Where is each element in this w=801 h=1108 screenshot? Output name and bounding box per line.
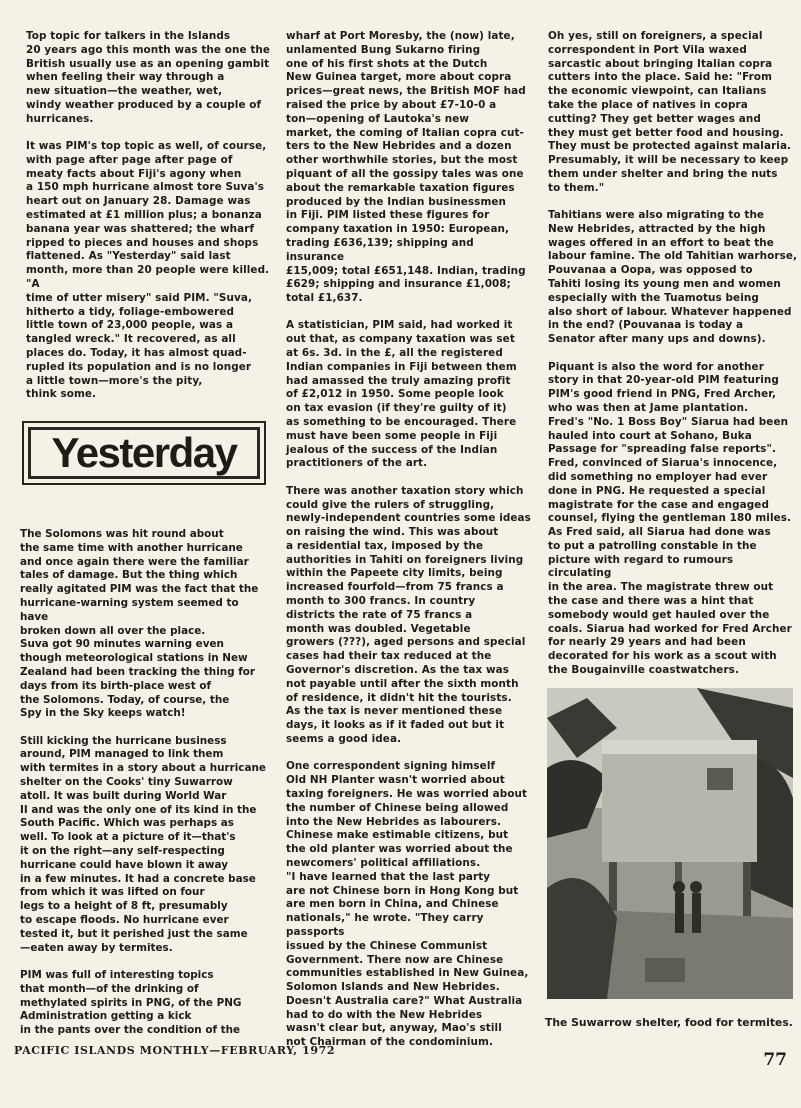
paragraph: Tahitians were also migrating to the New Hebrides, attracted by the high wages offered in an effort to beat the labour famine. The old Tahitian warhorse, Pouvanaa a Oopa, was opposed to Tahiti losing its young men and women especially with the Tuamotus being also short of labour. Whatever happened in the end? (Pouvanaa is today a Senator after many ups and downs).: [548, 209, 798, 346]
paragraph: Top topic for talkers in the Islands 20 years ago this month was the one the British usually use as an opening gambit when feeling their way through a new situation—the weather, wet, windy weather produced by a couple of hurricanes.: [26, 30, 271, 125]
photo-caption: The Suwarrow shelter, food for termites.: [545, 1016, 793, 1029]
column-3: [548, 30, 800, 691]
shelter-photo-image: [547, 688, 793, 999]
paragraph: One correspondent signing himself Old NH Planter wasn't worried about taxing foreigners. He was worried about the number of Chinese being allowed into the New Hebrides as labourers. Chinese make estimable citizens, but the old planter was worried about the newcomers' political affiliations. "I have learned that the last party are not Chinese born in Hong Kong but are men born in China, and Chinese nationals," he wrote. "They carry passports issued by the Chinese Communist Government. There now are Chinese communities established in New Guinea, Solomon Islands and New Hebrides. Doesn't Australia care?" What Australia had to do with the New Hebrides wasn't clear but, anyway, Mao's still not Chairman of the condominium.: [286, 760, 529, 1049]
paragraph: The Solomons was hit round about the same time with another hurricane and once again there were the familiar tales of damage. But the thing which really agitated PIM was the fact that the hurricane-warning system seemed to have broken down all over the place. Suva got 90 minutes warning even though meteorological stations in New Zealand had been tracking the thing for days from its birth-place west of the Solomons. Today, of course, the Spy in the Sky keeps watch!: [20, 528, 259, 720]
paragraph: Still kicking the hurricane business around, PIM managed to link them with termites in a story about a hurricane shelter on the Cooks' tiny Suwarrow atoll. It was built during World War II and was the only one of its kind in the South Pacific. Which was perhaps as well. To look at a picture of it—that's it on the right—any self-respecting hurricane could have blown it away in a few minutes. It had a concrete base from which it was lifted on four legs to a height of 8 ft, presumably to escape floods. No hurricane ever tested it, but it perished just the same —eaten away by termites.: [20, 734, 266, 954]
paragraph: It was PIM's top topic as well, of course, with page after page after page of meaty facts about Fiji's agony when a 150 mph hurricane almost tore Suva's heart out on January 28. Damage was estimated at £1 million plus; a bonanza banana year was shattered; the wharf ripped to pieces and houses and shops flattened. As "Yesterday" said last month, more than 20 people were killed. "A time of utter misery" said PIM. "Suva, hitherto a tidy, foliage-embowered little town of 23,000 people, was a tangled wreck." It recovered, as all places do. Today, it has almost quad- rupled its population and is no longer a little town—more's the pity, think some.: [26, 140, 270, 401]
yesterday-banner: [22, 421, 266, 485]
column-1: [26, 30, 274, 416]
paragraph: wharf at Port Moresby, the (now) late, unlamented Bung Sukarno firing one of his first shots at the Dutch New Guinea target, more about copra prices—great news, the British MOF had raised the price by about £7-10-0 a ton—opening of Lautoka's new market, the coming of Italian copra cut- ters to the New Hebrides and a dozen other worthwhile stories, but the most piquant of all the gossipy tales was one about the remarkable taxation figures produced by the Indian businessmen in Fiji. PIM listed these figures for company taxation in 1950: European, trading £636,139; shipping and insurance £15,009; total £651,148. Indian, trading £629; shipping and insurance £1,008; total £1,637.: [286, 30, 526, 305]
banner-frame: [28, 427, 260, 479]
publication-footer: PACIFIC ISLANDS MONTHLY—FEBRUARY, 1972: [14, 1044, 336, 1057]
shelter-photo: [547, 688, 793, 999]
paragraph: A statistician, PIM said, had worked it out that, as company taxation was set at 6s. 3d. in the £, all the registered Indian companies in Fiji between them had amassed the truly amazing profit of £2,012 in 1950. Some people look on tax evasion (if they're guilty of it) as something to be encouraged. There must have been some people in Fiji jealous of the success of the Indian practitioners of the art.: [286, 319, 517, 470]
column-2: [286, 30, 532, 1064]
paragraph: There was another taxation story which could give the rulers of struggling, newly-independent countries some ideas on raising the wind. This was about a residential tax, imposed by the authorities in Tahiti on foreigners living within the Papeete city limits, being increased fourfold—from 75 francs a month to 300 francs. In country districts the rate of 75 francs a month was doubled. Vegetable growers (???), aged persons and special cases had their tax reduced at the Governor's discretion. As the tax was not payable until after the sixth month of residence, it didn't hit the tourists. As the tax is never mentioned these days, it looks as if it faded out but it seems a good idea.: [286, 484, 531, 746]
column-1-continued: [20, 528, 270, 1051]
paragraph: Piquant is also the word for another story in that 20-year-old PIM featuring PIM's good friend in PNG, Fred Archer, who was then at Jame plantation. Fred's "No. 1 Boss Boy" Siarua had been hauled into court at Sohano, Buka Passage for "spreading false reports". Fred, convinced of Siarua's innocence, did something no employer had ever done in PNG. He requested a special magistrate for the case and engaged counsel, flying the gentleman 180 miles. As Fred said, all Siarua had done was to put a patrolling constable in the picture with regard to rumours circulating in the area. The magistrate threw out the case and there was a hint that somebody would get hauled over the coals. Siarua had worked for Fred Archer for nearly 29 years and had been decorated for his work as a scout with the Bougainville coastwatchers.: [548, 360, 792, 677]
paragraph: PIM was full of interesting topics that month—of the drinking of methylated spirits in PNG, of the PNG Administration getting a kick in the pants over the condition of the: [20, 968, 242, 1037]
page-number: 77: [763, 1050, 787, 1070]
paragraph: Oh yes, still on foreigners, a special correspondent in Port Vila waxed sarcastic about bringing Italian copra cutters into the place. Said he: "From the economic viewpoint, can Italians take the place of natives in copra cutting? They get better wages and they must get better food and housing. They must be protected against malaria. Presumably, it will be necessary to keep them under shelter and bring the nuts to them.": [548, 30, 792, 194]
banner-title: Yesterday: [51, 429, 237, 476]
